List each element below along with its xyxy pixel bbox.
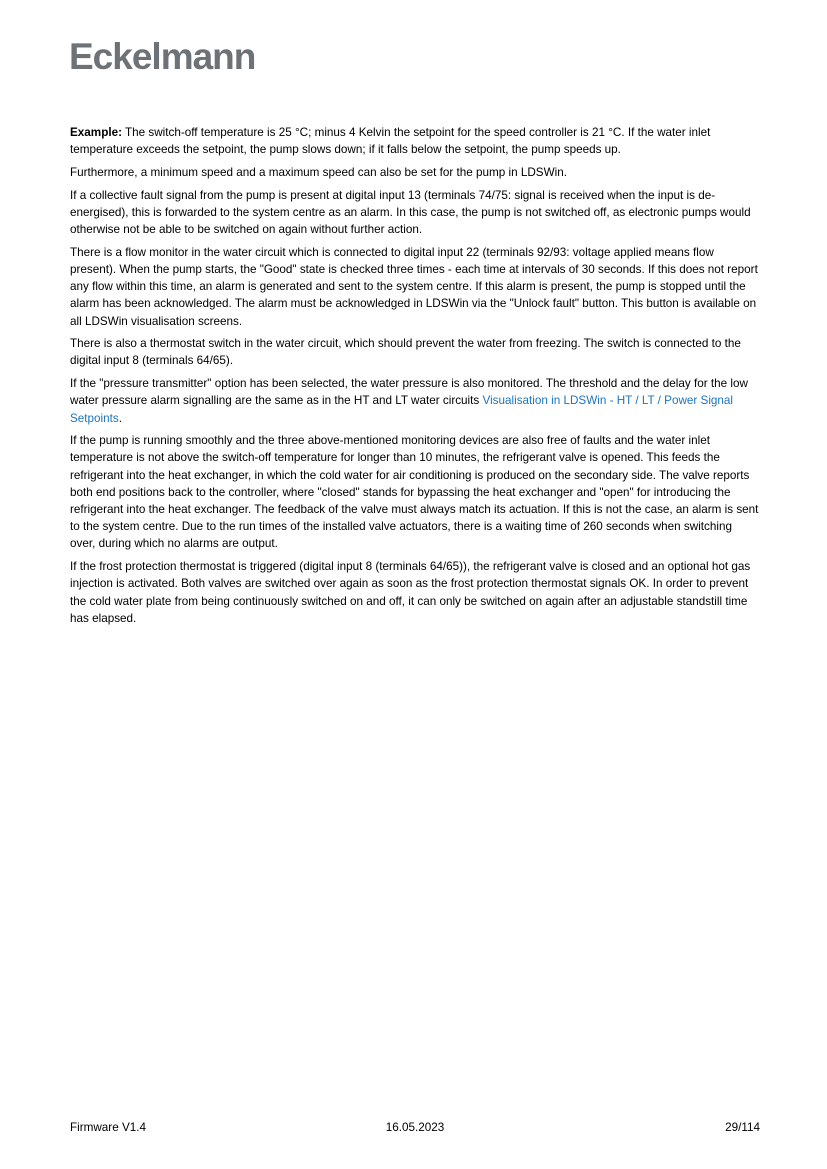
paragraph-min-max-speed: Furthermore, a minimum speed and a maximum speed can also be set for the pump in LDSWin. — [70, 165, 567, 179]
footer-page-number: 29/114 — [725, 1121, 760, 1134]
footer-firmware-version: Firmware V1.4 — [70, 1121, 146, 1134]
eckelmann-logo: Eckelmann — [69, 36, 256, 77]
paragraph-text: . — [118, 411, 122, 425]
footer-date: 16.05.2023 — [385, 1121, 445, 1134]
paragraph-flow-monitor: There is a flow monitor in the water circuit which is connected to digital input 22 (terminals 92/93: voltage applied means flow present). When the pump starts, the "Good" state is checked three times - each time at intervals of 30 seconds. If this does not report any flow within this time, an alarm is generated and sent to the system centre. If this alarm is present, the pump is stopped until the alarm has been acknowledged. The alarm must be acknowledged in LDSWin via the "Unlock fault" button. This button is available on all LDSWin visualisation screens. — [70, 245, 758, 328]
body-text — [70, 124, 760, 632]
example-bold-label: Example: — [70, 126, 122, 139]
paragraph-frost-protection: If the frost protection thermostat is triggered (digital input 8 (terminals 64/65)), the refrigerant valve is closed and an optional hot gas injection is activated. Both valves are switched over again as soon as the frost protection thermostat signals OK. In order to prevent the cold water plate from being continuously switched on and off, it can only be switched on again after an adjustable standstill time has elapsed. — [70, 560, 751, 625]
paragraph-thermostat-switch: There is also a thermostat switch in the water circuit, which should prevent the water from freezing. The switch is connected to the digital input 8 (terminals 64/65). — [70, 337, 741, 368]
paragraph-text: If the "pressure transmitter" option has been selected, the water pressure is also monitored. The threshold and the delay for the low water pressure alarm signalling are the same as in the HT and LT water circuits — [70, 377, 748, 408]
paragraph-example — [70, 124, 760, 158]
paragraph-pressure-transmitter — [70, 375, 760, 427]
paragraph-text: The switch-off temperature is 25 °C; minus 4 Kelvin the setpoint for the speed controller is 21 °C. If the water inlet temperature exceeds the setpoint, the pump slows down; if it falls below the setpoint, the pump speeds up. — [70, 126, 711, 157]
paragraph-refrigerant-valve: If the pump is running smoothly and the three above-mentioned monitoring devices are also free of faults and the water inlet temperature is not above the switch-off temperature for longer than 10 minutes, the refrigerant valve is opened. This feeds the refrigerant into the heat exchanger, in which the cold water for air conditioning is produced on the secondary side. The valve reports both end positions back to the controller, where "closed" stands for bypassing the heat exchanger and "open" for introducing the refrigerant into the heat exchanger. The feedback of the valve must always match its actuation. If this is not the case, an alarm is sent to the system centre. Due to the run times of the installed valve actuators, there is a waiting time of 260 seconds when switching over, during which no alarms are output. — [70, 434, 759, 551]
cross-reference-link[interactable]: Visualisation in LDSWin - HT / LT / Power Signal Setpoints — [70, 394, 734, 425]
page-footer — [70, 1121, 760, 1134]
paragraph-collective-fault: If a collective fault signal from the pump is present at digital input 13 (terminals 74/75: signal is received when the input is de-energised), this is forwarded to the system centre as an alarm. In this case, the pump is not switched off, as electronic pumps would otherwise not be able to be switched on again without further action. — [70, 188, 751, 237]
